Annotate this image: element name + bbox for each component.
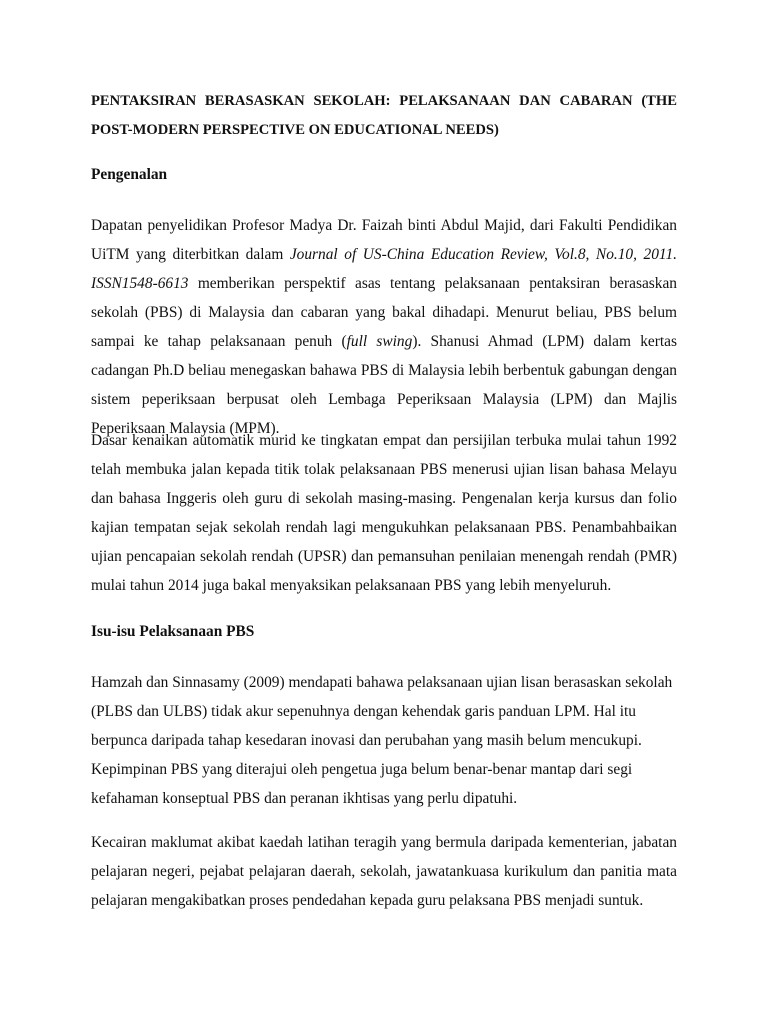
paragraph-4-line: Kecairan maklumat akibat kaedah latihan teragih yang bermula daripada kementerian, jabatan xyxy=(91,834,677,851)
paragraph-3-line: Kepimpinan PBS yang diterajui oleh pengetua juga belum benar-benar mantap dari segi xyxy=(91,761,633,778)
paragraph-1-text-c: ). Shanusi Ahmad (LPM) dalam kertas cadangan Ph.D beliau menegaskan bahawa PBS di Malaysia lebih berbentuk gabungan dengan sistem peperiksaan berpusat oleh Lembaga Peperiksaan Malaysia (LPM) dan Majlis Peperiksaan Malaysia (MPM). xyxy=(91,333,677,437)
paragraph-3-line: Hamzah dan Sinnasamy (2009) mendapati bahawa pelaksanaan ujian lisan berasaskan sekolah xyxy=(91,674,673,691)
paragraph-3-line: kefahaman konseptual PBS dan peranan ikhtisas yang perlu dipatuhi. xyxy=(91,790,518,807)
full-swing-term: full swing xyxy=(346,333,413,350)
journal-citation: Journal of US-China Education Review, Vol.8, No.10, 2011. ISSN1548-6613 xyxy=(91,246,677,292)
paragraph-1 xyxy=(91,211,677,443)
paragraph-4 xyxy=(91,828,677,915)
paragraph-2: Dasar kenaikan automatik murid ke tingkatan empat dan persijilan terbuka mulai tahun 1992 telah membuka jalan kepada titik tolak pelaksanaan PBS menerusi ujian lisan bahasa Melayu dan bahasa Inggeris oleh guru di sekolah masing-masing. Pengenalan kerja kursus dan folio kajian tempatan sejak sekolah rendah lagi mengukuhkan pelaksanaan PBS. Penambahbaikan ujian pencapaian sekolah rendah (UPSR) dan pemansuhan penilaian menengah rendah (PMR) mulai tahun 2014 juga bakal menyaksikan pelaksanaan PBS yang lebih menyeluruh. xyxy=(91,432,677,594)
paragraph-3-line: (PLBS dan ULBS) tidak akur sepenuhnya dengan kehendak garis panduan LPM. Hal itu xyxy=(91,703,636,720)
heading-isu-isu: Isu-isu Pelaksanaan PBS xyxy=(91,623,255,640)
paragraph-3-line: berpunca daripada tahap kesedaran inovasi dan perubahan yang masih belum mencukupi. xyxy=(91,732,642,749)
paragraph-4-line: pelajaran mengakibatkan proses pendedahan kepada guru pelaksana PBS menjadi suntuk. xyxy=(91,892,644,909)
paragraph-1-text-b: memberikan perspektif asas tentang pelaksanaan pentaksiran berasaskan sekolah (PBS) di Malaysia dan cabaran yang bakal dihadapi. Menurut beliau, PBS belum sampai ke tahap pelaksanaan penuh ( xyxy=(91,275,677,350)
document-title: PENTAKSIRAN BERASASKAN SEKOLAH: PELAKSANAAN DAN CABARAN (THE POST-MODERN PERSPECTIVE ON EDUCATIONAL NEEDS) xyxy=(91,93,677,138)
paragraph-3 xyxy=(91,668,677,813)
heading-pengenalan: Pengenalan xyxy=(91,166,168,183)
paragraph-4-line: pelajaran negeri, pejabat pelajaran daerah, sekolah, jawatankuasa kurikulum dan panitia mata xyxy=(91,863,677,880)
paragraph-1-text-a: Dapatan penyelidikan Profesor Madya Dr. Faizah binti Abdul Majid, dari Fakulti Pendidikan UiTM yang diterbitkan dalam xyxy=(91,217,677,263)
